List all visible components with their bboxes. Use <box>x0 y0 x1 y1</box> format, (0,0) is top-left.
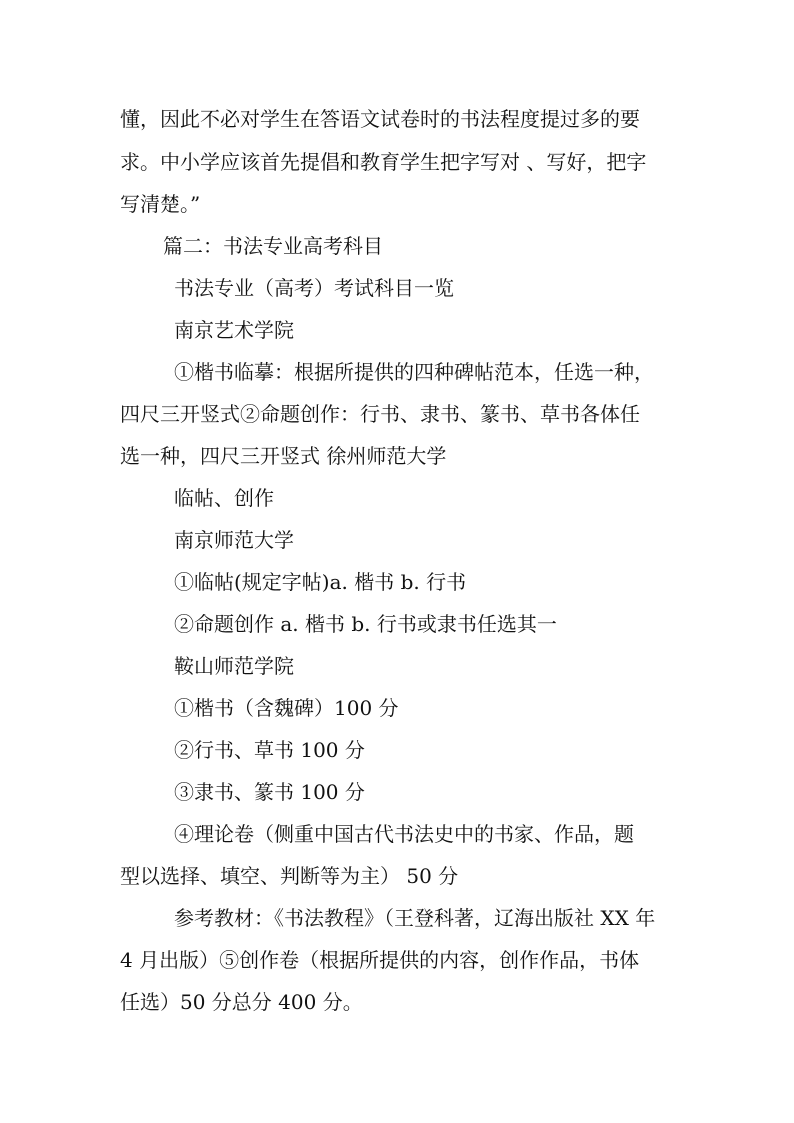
text-line-22: 任选）50 分总分 400 分。 <box>120 990 363 1014</box>
school-nanjing-normal: 南京师范大学 <box>174 528 294 552</box>
text-line-2: 求。中小学应该首先提倡和教育学生把字写对 、写好，把字 <box>120 150 647 174</box>
section-heading: 篇二：书法专业高考科目 <box>163 234 383 258</box>
text-line-20: 参考教材：《书法教程》（王登科著，辽海出版社 XX 年 <box>174 906 656 930</box>
school-nanjing-arts: 南京艺术学院 <box>174 318 294 342</box>
text-line-16: ②行书、草书 100 分 <box>174 738 365 762</box>
text-line-1: 懂，因此不必对学生在答语文试卷时的书法程度提过多的要 <box>120 107 640 131</box>
text-line-10: 临帖、创作 <box>174 486 274 510</box>
text-line-13: ②命题创作 a. 楷书 b. 行书或隶书任选其一 <box>174 612 557 636</box>
text-line-8: 四尺三开竖式②命题创作：行书、隶书、篆书、草书各体任 <box>120 402 640 426</box>
school-anshan-normal: 鞍山师范学院 <box>174 654 294 678</box>
text-line-15: ①楷书（含魏碑）100 分 <box>174 696 399 720</box>
text-line-7: ①楷书临摹：根据所提供的四种碑帖范本，任选一种， <box>174 360 654 384</box>
text-line-18: ④理论卷（侧重中国古代书法史中的书家、作品，题 <box>174 822 634 846</box>
text-line-17: ③隶书、篆书 100 分 <box>174 780 365 804</box>
text-line-3: 写清楚。” <box>120 192 201 216</box>
text-line-19: 型以选择、填空、判断等为主） 50 分 <box>120 864 459 888</box>
text-line-21: 4 月出版）⑤创作卷（根据所提供的内容，创作作品，书体 <box>120 948 640 972</box>
subject-list-title: 书法专业（高考）考试科目一览 <box>174 276 454 300</box>
text-line-12: ①临帖(规定字帖)a. 楷书 b. 行书 <box>174 570 467 594</box>
text-line-9: 选一种，四尺三开竖式 徐州师范大学 <box>120 444 447 468</box>
